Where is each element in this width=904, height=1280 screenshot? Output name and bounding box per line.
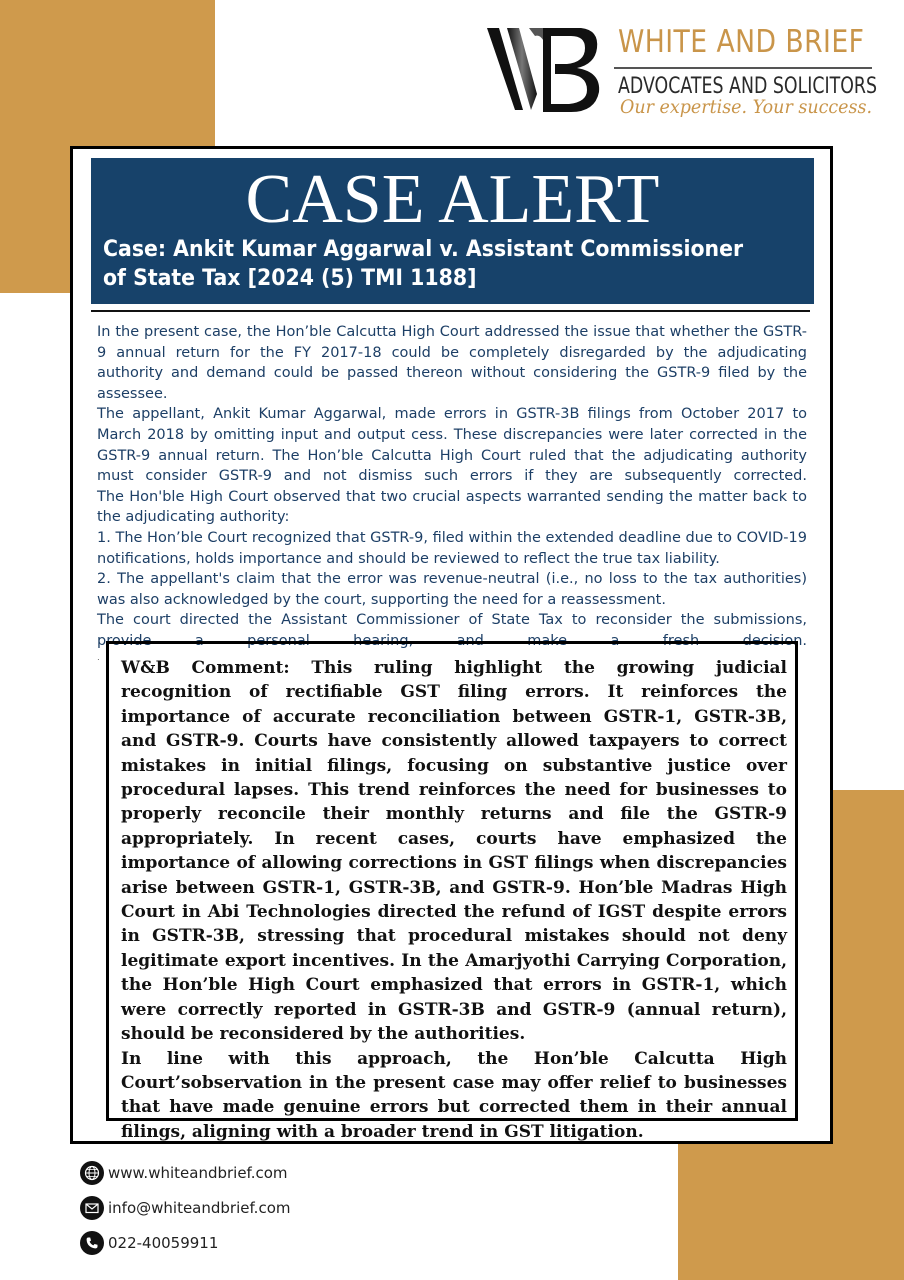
comment-paragraph-2: In line with this approach, the Hon’ble Calcutta High Court’sobservation in the present case may offer relief to businesses that have made genuine errors but corrected them in their annual filings, aligning with a broader trend in GST litigation. [121, 1048, 787, 1142]
globe-icon [80, 1161, 104, 1185]
wb-comment-box [106, 641, 798, 1142]
comment-paragraph-1: W&B Comment: This ruling highlight the growing judicial recognition of rectifiable GST filing errors. It reinforces the importance of accurate reconciliation between GSTR-1, GSTR-3B, and GSTR-9. Courts have consistently allowed taxpayers to correct mistakes in initial filings, focusing on substantive justice over procedural lapses. This trend reinforces the need for businesses to properly reconcile their monthly returns and file the GSTR-9 appropriately. In recent cases, courts have emphasized the importance of allowing corrections in GST filings when discrepancies arise between GSTR-1, GSTR-3B, and GSTR-9. Hon’ble Madras High Court in Abi Technologies directed the refund of IGST despite errors in GSTR-3B, stressing that procedural mistakes should not deny legitimate export incentives. In the Amarjyothi Carrying Corporation, the Hon’ble High Court emphasized that errors in GSTR-1, which were correctly reported in GSTR-3B and GSTR-9 (annual return), should be reconsidered by the authorities. [121, 658, 787, 1045]
case-alert-heading: CASE ALERT [245, 161, 660, 238]
contact-website[interactable] [80, 1160, 288, 1186]
phone-number[interactable]: 022-40059911 [108, 1234, 219, 1252]
case-title: Case: Ankit Kumar Aggarwal v. Assistant Commissioner of State Tax [2024 (5) TMI 1188] [103, 237, 744, 291]
envelope-icon [80, 1196, 104, 1220]
summary-paragraph-3: The Hon'ble High Court observed that two crucial aspects warranted sending the matter back to the adjudicating authority: [97, 488, 807, 526]
summary-point-1: 1. The Hon’ble Court recognized that GSTR-9, filed within the extended deadline due to COVID-19 notifications, holds importance and should be reviewed to reflect the true tax liability. [97, 529, 807, 567]
brand-subtitle: ADVOCATES AND SOLICITORS [618, 74, 878, 99]
brand-name: WHITE AND BRIEF [618, 24, 865, 60]
brand-divider [614, 67, 872, 69]
banner-divider [91, 310, 810, 312]
contact-email[interactable] [80, 1195, 290, 1221]
case-alert-banner [91, 158, 814, 304]
phone-icon [80, 1231, 104, 1255]
summary-point-2: 2. The appellant's claim that the error was revenue-neutral (i.e., no loss to the tax authorities) was also acknowledged by the court, supporting the need for a reassessment. [97, 571, 807, 608]
email-link[interactable]: info@whiteandbrief.com [108, 1199, 291, 1217]
contact-phone[interactable] [80, 1230, 218, 1256]
wb-comment-text [121, 656, 787, 1144]
website-link[interactable]: www.whiteandbrief.com [108, 1164, 288, 1182]
brand-tagline: Our expertise. Your success. [620, 96, 873, 118]
wb-logo-icon [485, 24, 605, 116]
bullet-marker: · [97, 655, 100, 664]
summary-paragraph-4: The court directed the Assistant Commissioner of State Tax to reconsider the submissions, provide a personal hearing, and make a fresh decision. [97, 612, 807, 649]
summary-paragraph-2: The appellant, Ankit Kumar Aggarwal, made errors in GSTR-3B filings from October 2017 to March 2018 by omitting input and output cess. These discrepancies were later corrected in the GSTR-9 annual return. The Hon’ble Calcutta High Court ruled that the adjudicating authority must consider GSTR-9 and not dismiss such errors if they are subsequently corrected. [97, 406, 807, 485]
case-summary [97, 322, 807, 652]
summary-paragraph-1: In the present case, the Hon’ble Calcutta High Court addressed the issue that whether the GSTR-9 annual return for the FY 2017-18 could be completely disregarded by the adjudicating authority and demand could be passed thereon without considering the GSTR-9 filed by the assessee. [97, 324, 807, 402]
